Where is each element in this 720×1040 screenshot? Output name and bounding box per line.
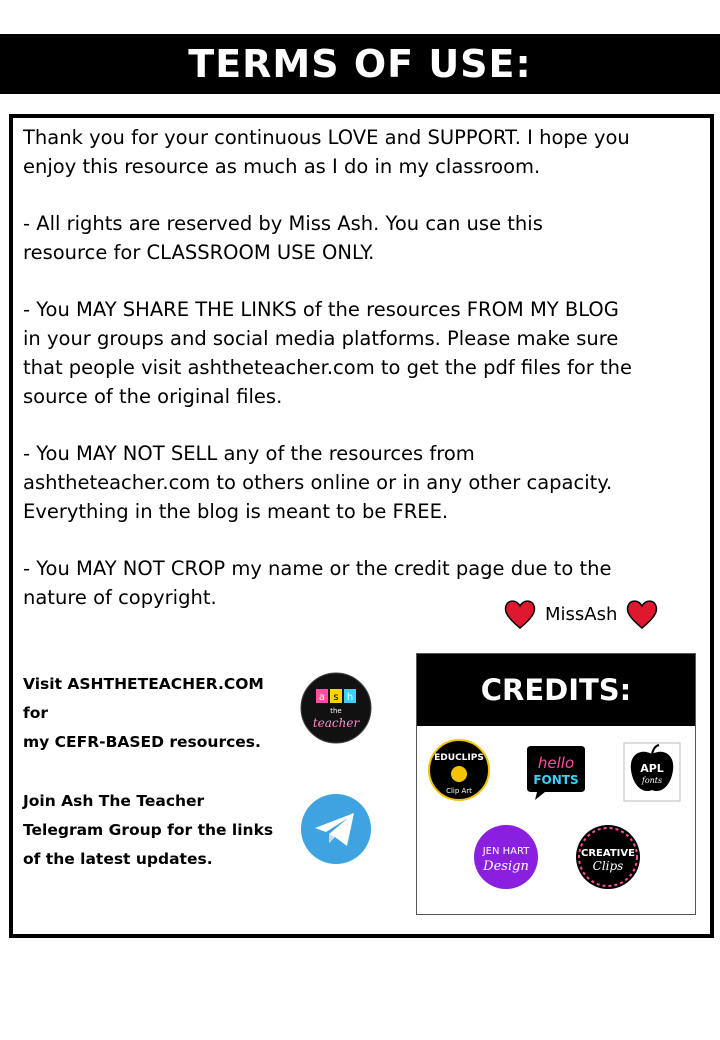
hello-fonts-logo (525, 742, 587, 802)
educlips-logo (427, 738, 491, 802)
apl-fonts-logo (623, 742, 681, 802)
svg-text:teacher: teacher (312, 716, 360, 730)
paragraph-no-sell: - You MAY NOT SELL any of the resources from ashtheteacher.com to others online or in any other capacity. Everything in the blog is meant to be FREE. (23, 442, 613, 523)
terms-box (9, 114, 714, 938)
svg-text:s: s (333, 692, 339, 703)
svg-text:h: h (346, 692, 354, 703)
paragraph-rights: - All rights are reserved by Miss Ash. You can use this resource for CLASSROOM USE ONLY. (23, 212, 543, 264)
telegram-icon[interactable] (299, 792, 373, 866)
ash-the-teacher-logo[interactable] (299, 671, 373, 745)
credits-title: CREDITS: (417, 654, 695, 726)
page-title: TERMS OF USE: (188, 42, 532, 86)
signature-name: MissAsh (545, 603, 618, 625)
svg-text:FONTS: FONTS (533, 773, 579, 787)
header-bar (0, 34, 720, 94)
svg-text:APL: APL (640, 762, 664, 775)
paragraph-no-crop: - You MAY NOT CROP my name or the credit page due to the nature of copyright. (23, 557, 612, 609)
svg-text:the: the (330, 707, 342, 715)
svg-text:Design: Design (483, 859, 529, 874)
paragraph-share: - You MAY SHARE THE LINKS of the resources FROM MY BLOG in your groups and social media platforms. Please make sure that people visit ashtheteacher.com to get the pdf files for the source of the original files. (23, 298, 632, 408)
svg-text:a: a (318, 692, 326, 703)
credits-box (416, 653, 696, 915)
svg-text:hello: hello (537, 754, 575, 772)
svg-text:Clips: Clips (592, 859, 624, 873)
svg-text:JEN HART: JEN HART (482, 846, 530, 857)
creative-clips-logo (575, 824, 641, 890)
svg-text:CREATIVE: CREATIVE (581, 848, 635, 859)
svg-text:fonts: fonts (641, 776, 663, 785)
signature (503, 598, 659, 630)
heart-icon (625, 598, 659, 630)
terms-text (23, 123, 703, 640)
svg-text:EDUCLIPS: EDUCLIPS (434, 753, 484, 763)
promo-visit-site: Visit ASHTHETEACHER.COM for my CEFR-BASED resources. (23, 675, 264, 751)
promo-telegram: Join Ash The Teacher Telegram Group for the links of the latest updates. (23, 792, 274, 868)
svg-text:Clip Art: Clip Art (446, 787, 472, 795)
jen-hart-design-logo (473, 824, 539, 890)
heart-icon (503, 598, 537, 630)
paragraph-thanks: Thank you for your continuous LOVE and SUPPORT. I hope you enjoy this resource as much as I do in my classroom. (23, 126, 630, 178)
